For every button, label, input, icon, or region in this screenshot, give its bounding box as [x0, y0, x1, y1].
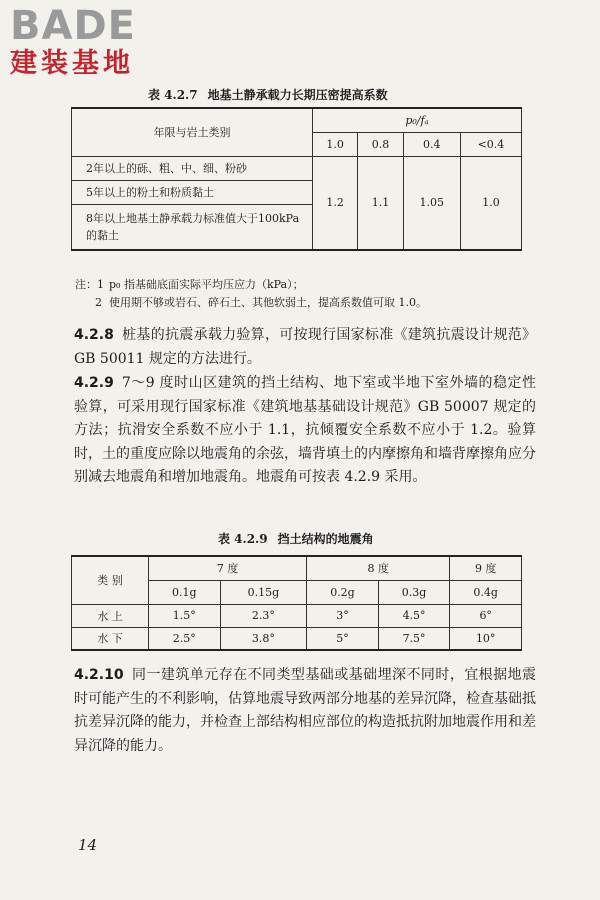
- clause-text: 桩基的抗震承载力验算，可按现行国家标准《建筑抗震设计规范》GB 50011 规定的方法进行。: [74, 327, 536, 367]
- table2-header-category: 类 别: [72, 556, 149, 604]
- table1-number: 表 4.2.7: [148, 88, 198, 102]
- table2-sub-header: 0.4g: [450, 580, 522, 604]
- page-number: 14: [78, 836, 98, 854]
- table2-cell: 10°: [450, 627, 522, 650]
- note-item: [75, 294, 427, 312]
- table2-title: 挡土结构的地震角: [277, 532, 374, 546]
- clause-4-2-9: [74, 372, 536, 490]
- clause-number: 4.2.10: [74, 667, 124, 683]
- table1-ratio-value: 0.4: [403, 132, 460, 156]
- table1-ratio-value: 0.8: [358, 132, 403, 156]
- table2-degree-header: 8 度: [307, 556, 450, 580]
- table2-sub-header: 0.1g: [149, 580, 221, 604]
- table1-coefficient: 1.0: [460, 156, 521, 250]
- table1-ratio-value: <0.4: [460, 132, 521, 156]
- logo-mark: BADE: [10, 3, 136, 49]
- table2-cell: 4.5°: [378, 604, 450, 627]
- table2-cell: 6°: [450, 604, 522, 627]
- clause-number: 4.2.9: [74, 375, 114, 391]
- table2-caption: [218, 530, 374, 547]
- table2-sub-header: 0.3g: [378, 580, 450, 604]
- note-item: [75, 276, 427, 294]
- table1-coefficient: 1.2: [313, 156, 358, 250]
- note-text: 使用期不够或岩石、碎石土、其他软弱土，提高系数值可取 1.0。: [109, 296, 427, 309]
- note-label: 注：: [75, 278, 97, 291]
- clause-number: 4.2.8: [74, 327, 114, 343]
- table2-sub-header: 0.15g: [220, 580, 307, 604]
- brand-logo: [10, 4, 180, 80]
- table-4-2-9: [71, 555, 522, 651]
- table2-cell: 5°: [307, 627, 379, 650]
- clause-4-2-8: [74, 324, 536, 371]
- note-number: 1: [97, 278, 104, 291]
- table1-row-label: 2年以上的砾、粗、中、细、粉砂: [72, 156, 313, 180]
- table2-degree-header: 9 度: [450, 556, 522, 580]
- table2-cell: 7.5°: [378, 627, 450, 650]
- table2-degree-header: 7 度: [149, 556, 307, 580]
- note-text: p₀ 指基础底面实际平均压应力（kPa）；: [109, 278, 304, 291]
- table2-row-label: 水 下: [72, 627, 149, 650]
- clause-text: 同一建筑单元存在不同类型基础或基础埋深不同时，宜根据地震时可能产生的不利影响，估算地震导致两部分地基的差异沉降，检查基础抵抗差异沉降的能力，并检查上部结构相应部位的构造抵抗附加地震作用和差异沉降的能力。: [74, 667, 536, 754]
- clause-4-2-10: [74, 664, 536, 758]
- table2-cell: 3°: [307, 604, 379, 627]
- table1-title: 地基土静承载力长期压密提高系数: [207, 88, 388, 102]
- table2-sub-header: 0.2g: [307, 580, 379, 604]
- table2-number: 表 4.2.9: [218, 532, 268, 546]
- table1-notes: [75, 276, 427, 312]
- table1-ratio-value: 1.0: [313, 132, 358, 156]
- table2-cell: 1.5°: [149, 604, 221, 627]
- table2-cell: 2.5°: [149, 627, 221, 650]
- table1-row-label: 8年以上地基土静承载力标准值大于100kPa的黏土: [72, 204, 313, 250]
- table1-caption: [148, 86, 388, 103]
- note-number: 2: [95, 296, 102, 309]
- table1-row-label: 5年以上的粉土和粉质黏土: [72, 180, 313, 204]
- table1-coefficient: 1.1: [358, 156, 403, 250]
- table2-cell: 3.8°: [220, 627, 307, 650]
- table-4-2-7: [71, 107, 522, 251]
- clause-text: 7～9 度时山区建筑的挡土结构、地下室或半地下室外墙的稳定性验算，可采用现行国家标准《建筑地基基础设计规范》GB 50007 规定的方法；抗滑安全系数不应小于 1.1，抗倾覆安全系数不应小于 1.2。验算时，土的重度应除以地震角的余弦，墙背填土的内摩擦角和墙背摩擦角应分别减去地震角和增加地震角。地震角可按表 4.2.9 采用。: [74, 375, 536, 485]
- table2-cell: 2.3°: [220, 604, 307, 627]
- table2-row-label: 水 上: [72, 604, 149, 627]
- table1-header-ratio: p₀/fₐ: [313, 108, 522, 132]
- table1-coefficient: 1.05: [403, 156, 460, 250]
- table1-header-category: 年限与岩土类别: [72, 108, 313, 156]
- logo-subtitle: 建装基地: [10, 48, 134, 79]
